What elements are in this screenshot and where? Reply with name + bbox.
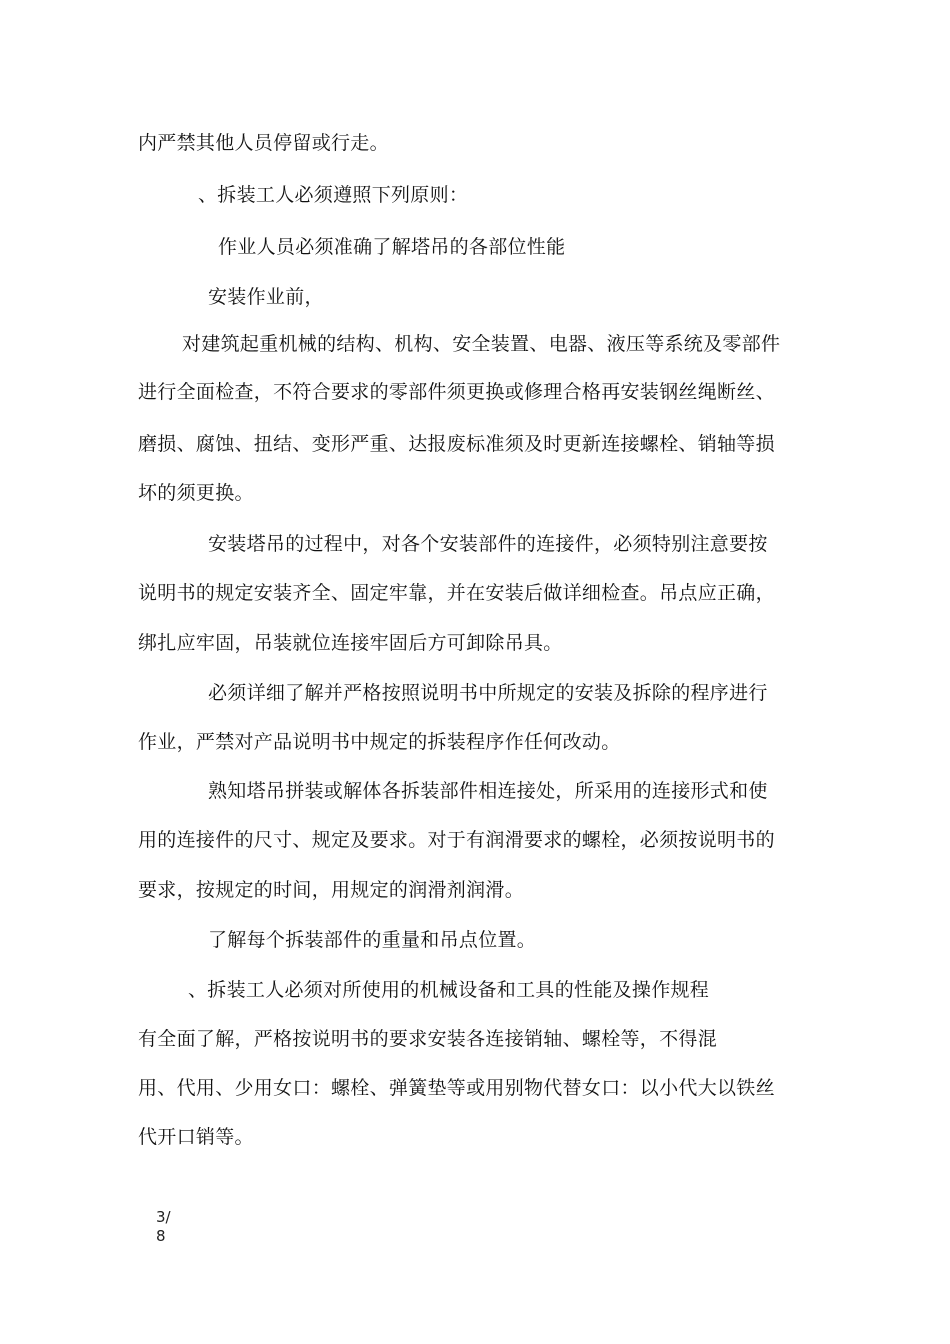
text-line: 说明书的规定安装齐全、固定牢靠，并在安装后做详细检查。吊点应正确， [138, 582, 775, 604]
text-line: 有全面了解，严格按说明书的要求安装各连接销轴、螺栓等，不得混 [138, 1028, 718, 1050]
text-line: 绑扎应牢固，吊装就位连接牢固后方可卸除吊具。 [138, 632, 563, 654]
text-line: 、拆装工人必须遵照下列原则： [198, 184, 469, 206]
text-line: 内严禁其他人员停留或行走。 [138, 132, 389, 154]
text-line: 要求，按规定的时间，用规定的润滑剂润滑。 [138, 879, 525, 901]
text-line: 对建筑起重机械的结构、机构、安全装置、电器、液压等系统及零部件 [182, 333, 781, 355]
text-line: 必须详细了解并严格按照说明书中所规定的安装及拆除的程序进行 [208, 682, 768, 704]
text-line: 作业，严禁对产品说明书中规定的拆装程序作任何改动。 [138, 731, 621, 753]
text-line: 、拆装工人必须对所使用的机械设备和工具的性能及操作规程 [188, 979, 710, 1001]
text-line: 熟知塔吊拼装或解体各拆装部件相连接处，所采用的连接形式和使 [208, 780, 768, 802]
text-line: 作业人员必须准确了解塔吊的各部位性能 [218, 236, 566, 258]
text-line: 坏的须更换。 [138, 482, 254, 504]
text-line: 代开口销等。 [138, 1126, 254, 1148]
text-line: 磨损、腐蚀、扭结、变形严重、达报废标准须及时更新连接螺栓、销轴等损 [138, 433, 775, 455]
text-line: 用的连接件的尺寸、规定及要求。对于有润滑要求的螺栓，必须按说明书的 [138, 829, 775, 851]
text-line: 进行全面检查，不符合要求的零部件须更换或修理合格再安装钢丝绳断丝、 [138, 381, 775, 403]
text-line: 安装塔吊的过程中，对各个安装部件的连接件，必须特别注意要按 [208, 533, 768, 555]
text-line: 了解每个拆装部件的重量和吊点位置。 [208, 929, 537, 951]
text-line: 安装作业前， [208, 286, 324, 308]
page-number: 3/ 8 [156, 1208, 171, 1245]
text-line: 用、代用、少用女口：螺栓、弹簧垫等或用别物代替女口：以小代大以铁丝 [138, 1077, 775, 1099]
